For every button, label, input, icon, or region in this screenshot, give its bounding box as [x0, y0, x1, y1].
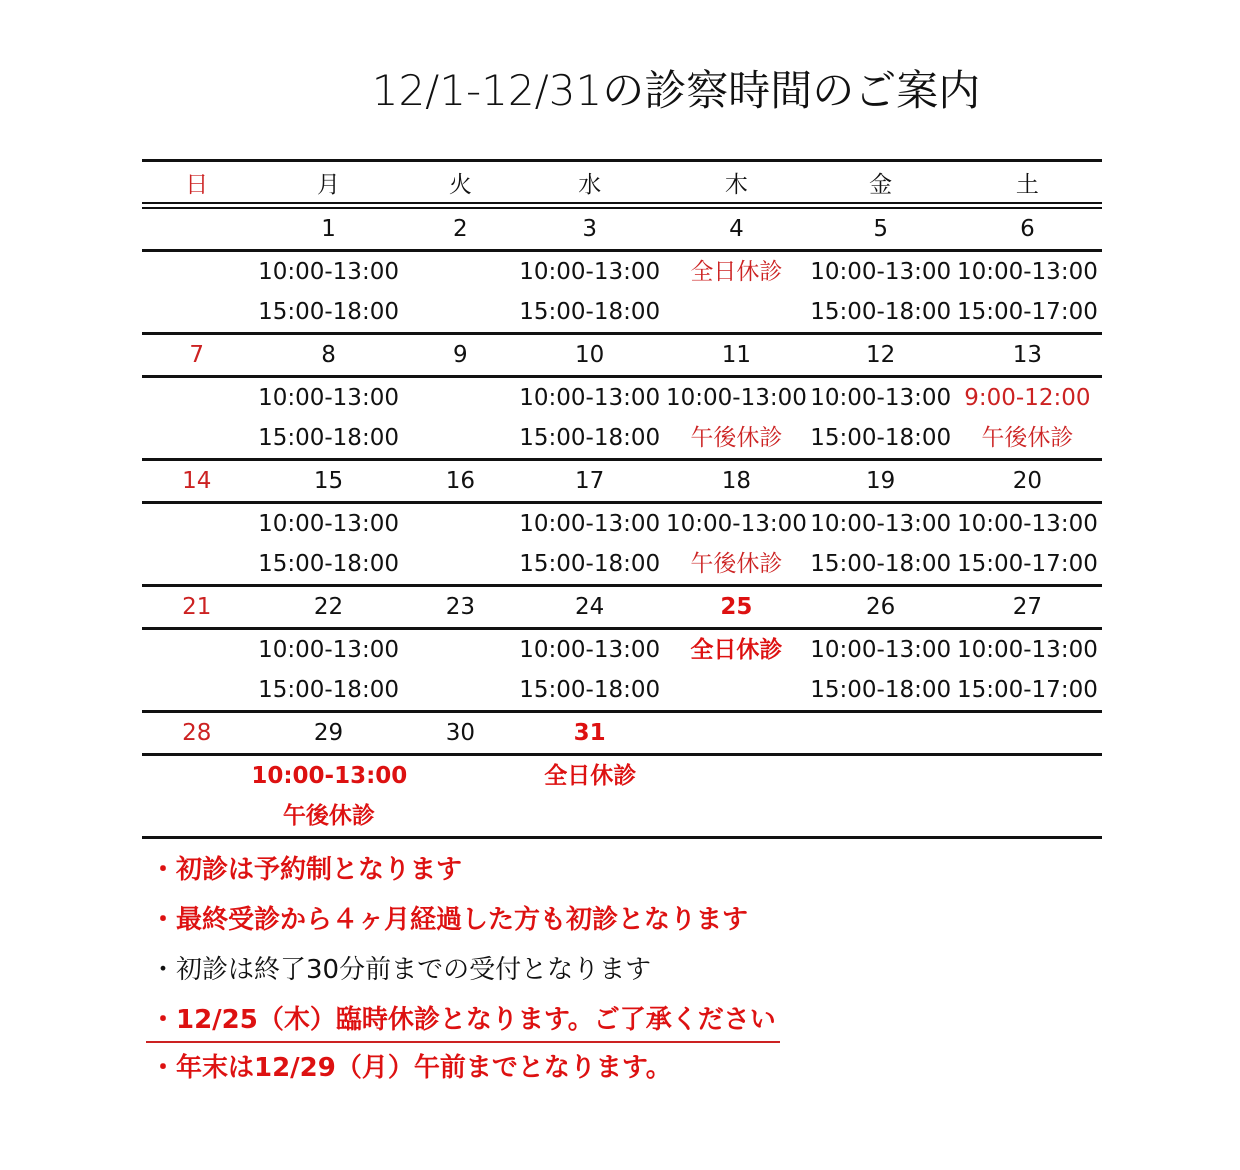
date-cell: 3 [582, 216, 597, 242]
weekday-tue: 火 [448, 171, 472, 198]
header-double-rule [142, 202, 1102, 209]
hours-cell [664, 252, 808, 332]
weekday-mon: 月 [317, 171, 341, 198]
weekday-wed: 水 [578, 171, 602, 198]
date-row-week-4 [142, 587, 1102, 627]
am-hours [142, 630, 251, 670]
date-cell: 15 [313, 468, 344, 494]
weekday-sun: 日 [185, 171, 209, 198]
am-hours: 10:00-13:00 [810, 511, 952, 537]
notice-reception-cutoff: ・初診は終了30分前までの受付となります [150, 955, 652, 985]
closed-all-day: 全日休診 [690, 637, 783, 663]
pm-hours [664, 670, 808, 710]
date-cell: 12 [866, 342, 896, 368]
hours-row-week-3 [142, 504, 1102, 584]
pm-hours [406, 796, 515, 836]
hours-cell [515, 378, 664, 458]
special-hours: 10:00-13:00 [251, 763, 408, 789]
am-hours: 10:00-13:00 [956, 637, 1098, 663]
hours-row-week-4 [142, 630, 1102, 710]
date-cell: 9 [453, 342, 468, 368]
date-row-week-3 [142, 461, 1102, 501]
pm-hours [406, 670, 515, 710]
hours-cell [142, 756, 251, 836]
hours-row-week-5 [142, 756, 1102, 836]
special-hours: 9:00-12:00 [964, 385, 1091, 411]
calendar-table [142, 159, 1102, 839]
am-hours: 10:00-13:00 [810, 259, 952, 285]
am-hours [665, 756, 809, 796]
pm-hours: 15:00-18:00 [810, 299, 952, 325]
pm-hours [142, 292, 251, 332]
pm-hours: 15:00-18:00 [810, 425, 952, 451]
pm-hours [142, 418, 251, 458]
am-hours [142, 378, 251, 418]
hours-cell [251, 252, 405, 332]
hours-cell [251, 756, 406, 836]
pm-hours: 15:00-18:00 [519, 677, 661, 703]
am-hours [406, 630, 515, 670]
date-cell: 5 [873, 216, 888, 242]
date-cell: 20 [1012, 468, 1043, 494]
hours-cell [809, 252, 953, 332]
date-cell: 27 [1012, 594, 1043, 620]
date-cell: 4 [729, 216, 744, 242]
notice-year-end: ・年末は12/29（月）午前までとなります。 [150, 1053, 672, 1083]
hours-cell [251, 504, 405, 584]
hours-row-week-2 [142, 378, 1102, 458]
am-hours [953, 756, 1102, 796]
date-cell: 28 [182, 720, 212, 746]
hours-cell [406, 756, 515, 836]
date-cell: 29 [313, 720, 344, 746]
hours-cell [664, 378, 808, 458]
date-cell-holiday: 25 [720, 594, 753, 620]
pm-hours: 15:00-18:00 [258, 551, 399, 577]
pm-hours: 15:00-18:00 [258, 425, 399, 451]
hours-cell [406, 504, 515, 584]
am-hours [406, 756, 515, 796]
closed-afternoon: 午後休診 [690, 551, 783, 577]
date-cell: 6 [1020, 216, 1035, 242]
pm-hours: 15:00-18:00 [519, 299, 661, 325]
pm-hours [406, 292, 515, 332]
hours-cell [664, 504, 808, 584]
pm-hours: 15:00-17:00 [956, 299, 1098, 325]
am-hours: 10:00-13:00 [956, 511, 1098, 537]
date-cell: 26 [866, 594, 896, 620]
hours-cell [665, 756, 809, 836]
am-hours: 10:00-13:00 [258, 259, 399, 285]
weekday-header-row [142, 162, 1102, 202]
weekday-thu: 木 [724, 171, 748, 198]
date-cell: 23 [445, 594, 475, 620]
am-hours: 10:00-13:00 [258, 637, 399, 663]
am-hours: 10:00-13:00 [519, 637, 661, 663]
hours-cell [406, 252, 515, 332]
am-hours: 10:00-13:00 [258, 385, 399, 411]
notice-dec25-closed: ・12/25（木）臨時休診となります。ご了承ください [146, 995, 780, 1043]
am-hours: 10:00-13:00 [956, 259, 1098, 285]
hours-cell [809, 630, 953, 710]
notice-reservation: ・初診は予約制となります [150, 855, 463, 885]
pm-hours: 15:00-18:00 [258, 299, 399, 325]
notice-four-months: ・最終受診から４ヶ月経過した方も初診となります [150, 905, 749, 935]
date-cell: 19 [866, 468, 896, 494]
closed-all-day: 全日休診 [690, 259, 783, 285]
hours-cell [142, 252, 251, 332]
weekday-sat: 土 [1015, 171, 1039, 198]
notice-list [150, 845, 780, 1093]
date-cell: 18 [721, 468, 752, 494]
hours-cell [953, 378, 1102, 458]
hours-cell [664, 630, 808, 710]
pm-hours: 15:00-18:00 [519, 425, 661, 451]
pm-hours: 15:00-17:00 [956, 677, 1098, 703]
am-hours [406, 378, 515, 418]
pm-hours [142, 796, 251, 836]
weekday-fri: 金 [869, 171, 893, 198]
hours-cell [142, 630, 251, 710]
pm-hours [665, 796, 809, 836]
pm-hours [406, 418, 515, 458]
date-cell: 13 [1012, 342, 1043, 368]
pm-hours: 15:00-18:00 [519, 551, 661, 577]
date-cell: 10 [575, 342, 605, 368]
am-hours: 10:00-13:00 [519, 385, 661, 411]
am-hours [142, 756, 251, 796]
closed-all-day: 全日休診 [544, 763, 637, 789]
hours-cell [953, 504, 1102, 584]
date-cell: 14 [182, 468, 212, 494]
date-cell: 30 [445, 720, 475, 746]
table-bottom-rule [142, 836, 1102, 839]
date-row-week-2 [142, 335, 1102, 375]
date-cell: 11 [721, 342, 752, 368]
pm-hours: 15:00-17:00 [956, 551, 1098, 577]
hours-cell [809, 756, 953, 836]
am-hours [406, 252, 515, 292]
am-hours: 10:00-13:00 [519, 259, 661, 285]
hours-cell [251, 630, 405, 710]
pm-hours: 15:00-18:00 [258, 677, 399, 703]
pm-hours [406, 544, 515, 584]
pm-hours [516, 796, 665, 836]
am-hours: 10:00-13:00 [258, 511, 399, 537]
hours-cell [953, 756, 1102, 836]
date-cell: 24 [575, 594, 605, 620]
am-hours [142, 252, 251, 292]
hours-cell [809, 504, 953, 584]
date-cell: 17 [575, 468, 605, 494]
closed-afternoon: 午後休診 [690, 425, 783, 451]
am-hours [809, 756, 953, 796]
date-cell-holiday: 31 [573, 720, 606, 746]
pm-hours [809, 796, 953, 836]
am-hours: 10:00-13:00 [810, 385, 952, 411]
hours-cell [251, 378, 405, 458]
pm-hours: 15:00-18:00 [810, 677, 952, 703]
am-hours: 10:00-13:00 [810, 637, 952, 663]
hours-cell [142, 378, 251, 458]
date-cell: 7 [189, 342, 205, 368]
am-hours: 10:00-13:00 [665, 385, 807, 411]
hours-cell [953, 252, 1102, 332]
date-cell: 1 [321, 216, 336, 242]
date-row-week-1 [142, 209, 1102, 249]
am-hours: 10:00-13:00 [519, 511, 661, 537]
pm-hours: 15:00-18:00 [810, 551, 952, 577]
am-hours [406, 504, 515, 544]
am-hours [142, 504, 251, 544]
pm-hours [142, 544, 251, 584]
hours-cell [953, 630, 1102, 710]
pm-hours [664, 292, 808, 332]
date-cell: 22 [313, 594, 344, 620]
hours-cell [515, 504, 664, 584]
hours-cell [515, 630, 664, 710]
hours-cell [516, 756, 665, 836]
am-hours: 10:00-13:00 [665, 511, 807, 537]
date-row-week-5 [142, 713, 1102, 753]
hours-cell [406, 630, 515, 710]
date-cell: 2 [453, 216, 468, 242]
hours-row-week-1 [142, 252, 1102, 332]
date-cell: 16 [445, 468, 475, 494]
hours-cell [142, 504, 251, 584]
page-title: 12/1-12/31の診察時間のご案内 [371, 66, 981, 115]
hours-cell [809, 378, 953, 458]
date-cell: 21 [182, 594, 212, 620]
pm-hours [953, 796, 1102, 836]
hours-cell [515, 252, 664, 332]
closed-afternoon: 午後休診 [981, 425, 1074, 451]
closed-afternoon: 午後休診 [282, 803, 375, 829]
hours-cell [406, 378, 515, 458]
pm-hours [142, 670, 251, 710]
date-cell: 8 [321, 342, 336, 368]
